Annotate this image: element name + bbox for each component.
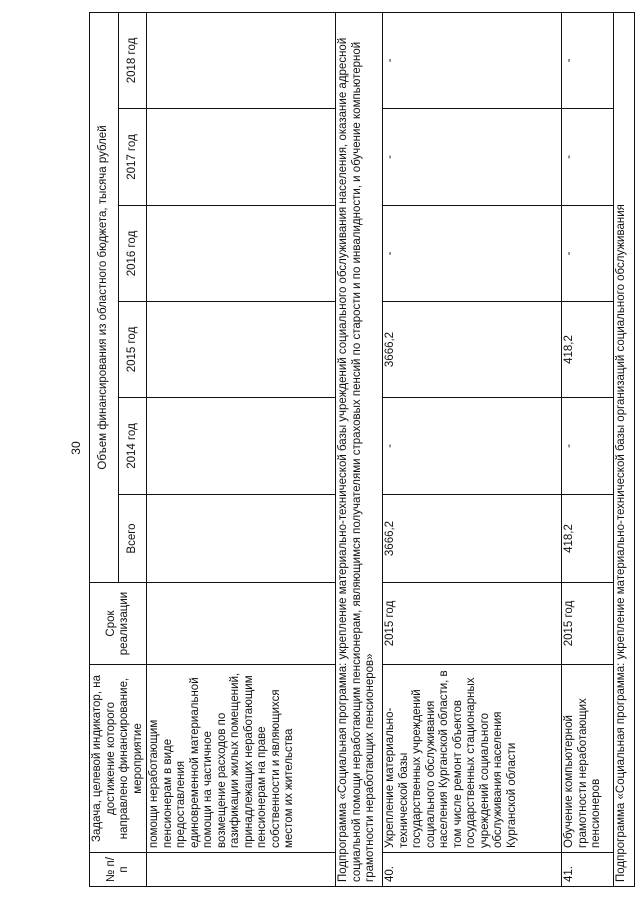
cell-task: помощи неработающим пенсионерам в виде предоставления единовременной материальной помощи на частичное возмещение расходов по газификации жилых помещений, принадлежащих неработающим пенсионерам на праве собственности и являющихся местом их жительства — [147, 665, 336, 853]
cell-value-2014: - — [383, 398, 562, 495]
cell-value-2015: 3666,2 — [383, 302, 562, 398]
subprogram-title: Подпрограмма «Социальная программа: укрепление материально-технической базы организаций социального обслуживания — [614, 12, 635, 886]
cell-num: 40. — [383, 853, 562, 887]
rotated-page — [89, 13, 627, 887]
header-year-2014: 2014 год — [118, 398, 147, 495]
header-row — [90, 12, 119, 886]
table-row — [383, 12, 562, 886]
cell-value-total: 3666,2 — [383, 495, 562, 583]
table-row — [147, 12, 336, 886]
header-year-2016: 2016 год — [118, 206, 147, 302]
header-funding: Объем финансирования из областного бюджета, тысяча рублей — [90, 12, 119, 582]
cell-value-2016: - — [562, 206, 614, 302]
cell-term — [147, 583, 336, 665]
cell-term: 2015 год — [383, 583, 562, 665]
subprogram-title: Подпрограмма «Социальная программа: укрепление материально-технической базы учреждений социального обслуживания населения, оказание адресной социальной помощи неработающим пенсионерам, являющимся получателями страховых пенсий по старости и по инвалидности, и обучение компьютерной грамотности неработающих пенсионеров» — [336, 12, 383, 886]
cell-term: 2015 год — [562, 583, 614, 665]
cell-value — [147, 398, 336, 495]
cell-value-2016: - — [383, 206, 562, 302]
cell-value-2018: - — [562, 12, 614, 108]
cell-value-total: 418,2 — [562, 495, 614, 583]
page-number: 30 — [69, 441, 83, 455]
header-year-2015: 2015 год — [118, 302, 147, 398]
cell-value — [147, 12, 336, 108]
header-term: Срок реализации — [90, 583, 147, 665]
cell-value-2017: - — [562, 109, 614, 206]
cell-task: Укрепление материально-технической базы государственных учреждений социального обслуживания населения Курганской области, в том числе ремонт объектов государственных стационарных учреждений социального обслуживания населения Курганской области — [383, 665, 562, 853]
cell-value — [147, 302, 336, 398]
subprogram-row — [336, 12, 383, 886]
cell-value — [147, 495, 336, 583]
cell-num: 41. — [562, 853, 614, 887]
funding-table — [89, 12, 635, 887]
cell-value-2015: 418,2 — [562, 302, 614, 398]
header-year-total: Всего — [118, 495, 147, 583]
cell-task: Обучение компьютерной грамотности неработающих пенсионеров — [562, 665, 614, 853]
cell-value-2017: - — [383, 109, 562, 206]
table-row — [562, 12, 614, 886]
subprogram-row — [614, 12, 635, 886]
cell-value — [147, 109, 336, 206]
header-task: Задача, целевой индикатор, на достижение которого направлено финансирование, мероприятие — [90, 665, 147, 853]
cell-value-2018: - — [383, 12, 562, 108]
cell-num — [147, 853, 336, 887]
cell-value — [147, 206, 336, 302]
cell-value-2014: - — [562, 398, 614, 495]
header-year-2017: 2017 год — [118, 109, 147, 206]
header-num: № п/п — [90, 853, 147, 887]
header-year-2018: 2018 год — [118, 12, 147, 108]
